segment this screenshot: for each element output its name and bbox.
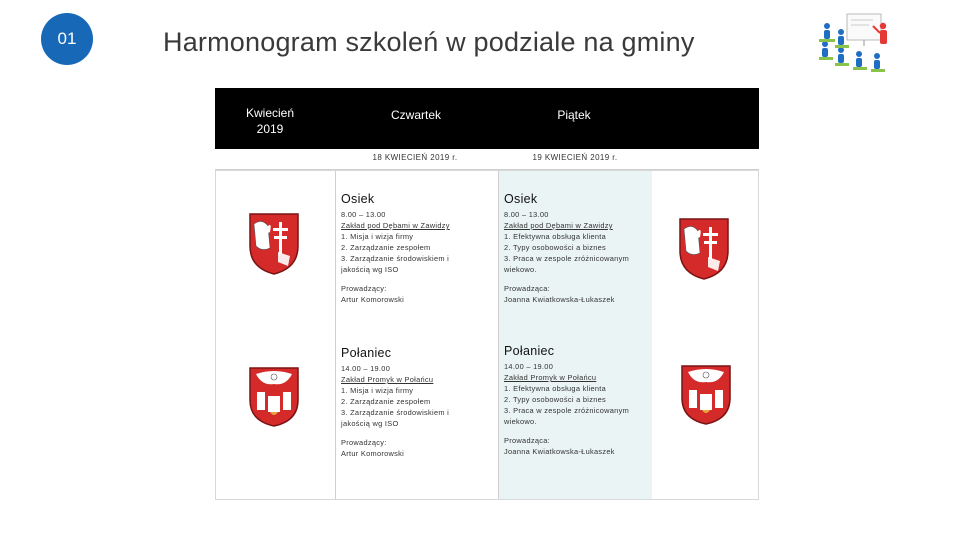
trainer-label: Prowadząca: — [504, 284, 551, 293]
trainer-name: Artur Komorowski — [341, 295, 405, 304]
place-name: Osiek — [504, 192, 538, 206]
session-venue: Zakład pod Dębami w Zawidzy — [341, 221, 450, 230]
presentation-meeting-icon — [815, 12, 895, 78]
session-time: 14.00 – 19.00 — [504, 362, 554, 371]
place-name: Połaniec — [504, 344, 555, 358]
trainer-name: Artur Komorowski — [341, 449, 405, 458]
topic-line: 3. Zarządzanie środowiskiem i — [341, 254, 450, 263]
topic-line: 3. Praca w zespole zróżnicowanym — [504, 406, 630, 415]
header-month-name: Kwiecień — [245, 106, 295, 120]
table-header-row — [215, 88, 759, 149]
trainer-name: Joanna Kwiatkowska-Łukaszek — [504, 295, 615, 304]
column-divider — [335, 171, 336, 499]
session-time: 8.00 – 13.00 — [504, 210, 549, 219]
topic-line: 1. Misja i wizja firmy — [341, 386, 414, 395]
session-venue: Zakład Promyk w Połańcu — [504, 373, 597, 382]
trainer-name: Joanna Kwiatkowska-Łukaszek — [504, 447, 615, 456]
coat-of-arms-eagle-towers-icon — [680, 364, 732, 426]
slide-title: Harmonogram szkoleń w podziale na gminy — [163, 27, 695, 57]
topic-line: 2. Zarządzanie zespołem — [341, 243, 431, 252]
topic-line: 1. Efektywna obsługa klienta — [504, 232, 607, 241]
date-friday: 19 KWIECIEŃ 2019 r. — [532, 153, 618, 162]
trainer-label: Prowadząca: — [504, 436, 551, 445]
topic-line: jakością wg ISO — [341, 265, 399, 274]
column-divider — [498, 171, 499, 499]
session-friday-osiek — [504, 191, 652, 305]
topic-line: 1. Misja i wizja firmy — [341, 232, 414, 241]
trainer-label: Prowadzący: — [341, 284, 387, 293]
place-name: Połaniec — [341, 346, 392, 360]
session-friday-polaniec — [504, 343, 652, 457]
dates-row — [215, 149, 759, 170]
session-venue: Zakład Promyk w Połańcu — [341, 375, 434, 384]
topic-line: jakością wg ISO — [341, 419, 399, 428]
coat-of-arms-eagle-cross-icon — [248, 212, 300, 276]
header-month — [215, 105, 325, 137]
topic-line: 2. Typy osobowości a biznes — [504, 243, 607, 252]
topic-line: 1. Efektywna obsługa klienta — [504, 384, 607, 393]
session-venue: Zakład pod Dębami w Zawidzy — [504, 221, 613, 230]
session-thursday-osiek — [341, 191, 491, 305]
session-time: 8.00 – 13.00 — [341, 210, 386, 219]
place-name: Osiek — [341, 192, 375, 206]
session-time: 14.00 – 19.00 — [341, 364, 391, 373]
coat-of-arms-eagle-cross-icon — [678, 217, 730, 281]
topic-line: wiekowo. — [504, 417, 537, 426]
trainer-label: Prowadzący: — [341, 438, 387, 447]
date-thursday: 18 KWIECIEŃ 2019 r. — [372, 153, 458, 162]
topic-line: wiekowo. — [504, 265, 537, 274]
topic-line: 2. Zarządzanie zespołem — [341, 397, 431, 406]
topic-line: 3. Praca w zespole zróżnicowanym — [504, 254, 630, 263]
header-thursday: Czwartek — [390, 108, 441, 122]
header-year: 2019 — [256, 122, 284, 136]
header-friday: Piątek — [557, 108, 591, 122]
session-thursday-polaniec — [341, 345, 491, 459]
topic-line: 2. Typy osobowości a biznes — [504, 395, 607, 404]
slide-number: 01 — [57, 29, 77, 48]
topic-line: 3. Zarządzanie środowiskiem i — [341, 408, 450, 417]
slide-number-badge — [41, 13, 93, 65]
coat-of-arms-eagle-towers-icon — [248, 366, 300, 428]
